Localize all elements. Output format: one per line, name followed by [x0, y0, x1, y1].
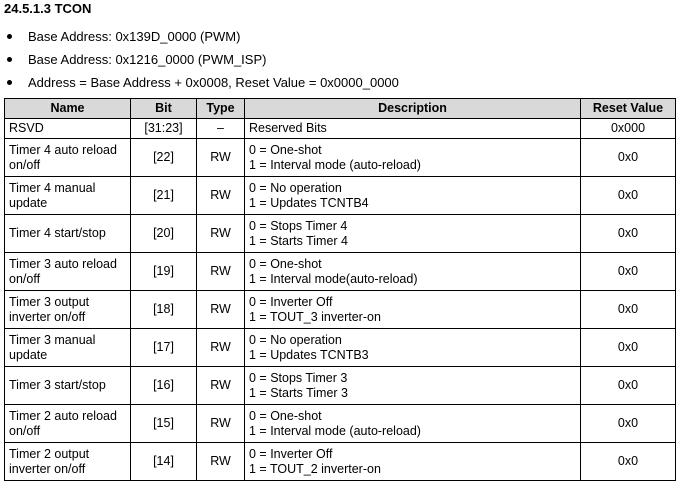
cell-reset-value: 0x0 [581, 291, 676, 329]
cell-description [245, 443, 581, 481]
bullet-dot-icon [7, 80, 12, 85]
description-line: 1 = Starts Timer 4 [249, 233, 348, 248]
cell-bit: [22] [131, 139, 197, 177]
cell-description [245, 119, 581, 139]
table-row [5, 405, 676, 443]
cell-type: RW [197, 367, 245, 405]
cell-name: Timer 3 start/stop [5, 367, 131, 405]
cell-name: Timer 3 manual update [5, 329, 131, 367]
cell-reset-value: 0x0 [581, 139, 676, 177]
cell-type: RW [197, 405, 245, 443]
cell-description [245, 329, 581, 367]
bullet-dot-icon [7, 57, 12, 62]
table-row [5, 253, 676, 291]
cell-description [245, 139, 581, 177]
cell-name: Timer 4 auto reload on/off [5, 139, 131, 177]
header-name: Name [5, 99, 131, 119]
description-line: 1 = Interval mode (auto-reload) [249, 157, 421, 172]
description-line: 0 = No operation [249, 332, 342, 347]
cell-type: RW [197, 291, 245, 329]
description-line: Reserved Bits [249, 121, 327, 135]
cell-name: Timer 4 manual update [5, 177, 131, 215]
cell-bit: [16] [131, 367, 197, 405]
cell-description [245, 215, 581, 253]
description-line: 1 = Starts Timer 3 [249, 385, 348, 400]
description-line: 0 = No operation [249, 180, 342, 195]
table-row [5, 329, 676, 367]
bullet-item [0, 75, 399, 98]
description-line: 1 = Interval mode (auto-reload) [249, 423, 421, 438]
cell-reset-value: 0x0 [581, 405, 676, 443]
description-line: 1 = Interval mode(auto-reload) [249, 271, 418, 286]
bullet-text: Base Address: 0x139D_0000 (PWM) [28, 29, 241, 44]
cell-bit: [18] [131, 291, 197, 329]
header-reset-value: Reset Value [581, 99, 676, 119]
cell-type: RW [197, 139, 245, 177]
cell-bit: [21] [131, 177, 197, 215]
cell-name: Timer 3 auto reload on/off [5, 253, 131, 291]
description-line: 1 = TOUT_2 inverter-on [249, 461, 381, 476]
header-description: Description [245, 99, 581, 119]
description-line: 0 = Stops Timer 4 [249, 218, 348, 233]
description-line: 0 = Inverter Off [249, 446, 333, 461]
cell-reset-value: 0x0 [581, 443, 676, 481]
register-table [4, 98, 676, 481]
cell-type: RW [197, 215, 245, 253]
cell-type: – [197, 119, 245, 139]
bullet-text: Address = Base Address + 0x0008, Reset Value = 0x0000_0000 [28, 75, 399, 90]
table-row [5, 215, 676, 253]
cell-reset-value: 0x0 [581, 329, 676, 367]
cell-reset-value: 0x0 [581, 177, 676, 215]
cell-description [245, 253, 581, 291]
cell-bit: [17] [131, 329, 197, 367]
cell-type: RW [197, 329, 245, 367]
description-line: 0 = Stops Timer 3 [249, 370, 348, 385]
bullet-text: Base Address: 0x1216_0000 (PWM_ISP) [28, 52, 267, 67]
description-line: 0 = One-shot [249, 256, 322, 271]
description-line: 1 = TOUT_3 inverter-on [249, 309, 381, 324]
bullet-item [0, 29, 399, 52]
description-line: 1 = Updates TCNTB3 [249, 347, 369, 362]
table-body [5, 119, 676, 481]
cell-description [245, 177, 581, 215]
cell-name: Timer 4 start/stop [5, 215, 131, 253]
table-header-row [5, 99, 676, 119]
table-row [5, 119, 676, 139]
cell-name: Timer 2 auto reload on/off [5, 405, 131, 443]
cell-type: RW [197, 177, 245, 215]
cell-name: Timer 3 output inverter on/off [5, 291, 131, 329]
cell-name: Timer 2 output inverter on/off [5, 443, 131, 481]
table-row [5, 443, 676, 481]
cell-name: RSVD [5, 119, 131, 139]
description-line: 1 = Updates TCNTB4 [249, 195, 369, 210]
bullet-dot-icon [7, 34, 12, 39]
cell-type: RW [197, 253, 245, 291]
table-row [5, 367, 676, 405]
cell-bit: [19] [131, 253, 197, 291]
cell-bit: [31:23] [131, 119, 197, 139]
address-bullet-list [0, 29, 399, 98]
cell-reset-value: 0x0 [581, 215, 676, 253]
description-line: 0 = One-shot [249, 408, 322, 423]
header-type: Type [197, 99, 245, 119]
cell-type: RW [197, 443, 245, 481]
table-row [5, 291, 676, 329]
description-line: 0 = Inverter Off [249, 294, 333, 309]
table-row [5, 177, 676, 215]
bullet-item [0, 52, 399, 75]
cell-description [245, 405, 581, 443]
section-title: 24.5.1.3 TCON [4, 1, 92, 16]
description-line: 0 = One-shot [249, 142, 322, 157]
table-row [5, 139, 676, 177]
cell-bit: [14] [131, 443, 197, 481]
cell-reset-value: 0x000 [581, 119, 676, 139]
cell-bit: [15] [131, 405, 197, 443]
cell-description [245, 291, 581, 329]
cell-bit: [20] [131, 215, 197, 253]
header-bit: Bit [131, 99, 197, 119]
cell-reset-value: 0x0 [581, 253, 676, 291]
cell-description [245, 367, 581, 405]
cell-reset-value: 0x0 [581, 367, 676, 405]
